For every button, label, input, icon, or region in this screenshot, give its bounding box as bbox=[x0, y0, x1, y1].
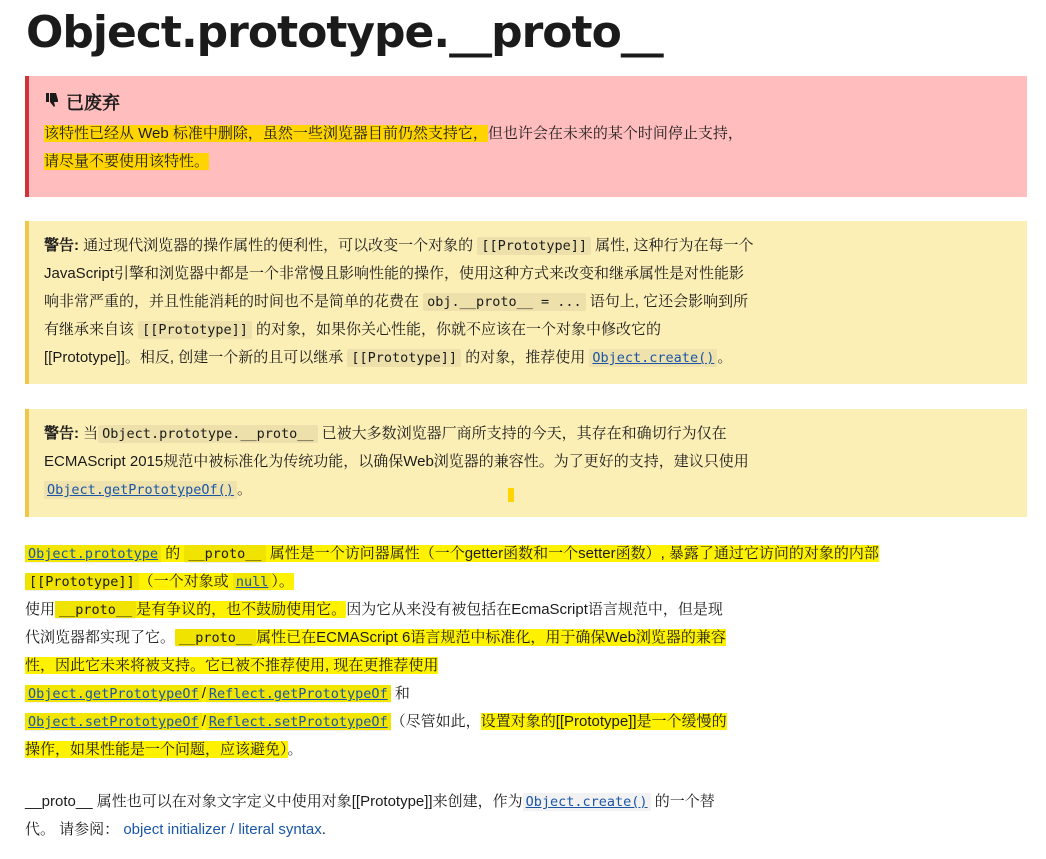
para1-line-6: Object.getPrototypeOf / Reflect.getPrototypeOf 和 bbox=[25, 680, 1025, 708]
para2-line-2: 代。 请参阅： object initializer / literal syntax. bbox=[25, 821, 326, 838]
prototype-code: [[Prototype]] bbox=[477, 237, 591, 255]
text-cursor-highlight bbox=[508, 488, 514, 502]
warning1-line-2: JavaScript引擎和浏览器中都是一个非常慢且影响性能的操作，使用这种方式来改变和继承属性是对性能影 bbox=[44, 265, 745, 282]
para1-line-1: Object.prototype 的 __proto__ 属性是一个访问器属性（一个getter函数和一个setter函数）, 暴露了通过它访问的对象的内部 bbox=[25, 540, 1025, 568]
proto-code: __proto__ bbox=[175, 629, 256, 647]
deprecated-line-2: 请尽量不要使用该特性。 bbox=[44, 153, 210, 170]
reflect-set-prototype-of-link[interactable]: Reflect.setPrototypeOf bbox=[206, 713, 391, 731]
para1-line-8: 操作，如果性能是一个问题，应该避免）。 bbox=[25, 741, 303, 758]
warning1-line-4: 有继承来自该 [[Prototype]] 的对象，如果你关心性能，你就不应该在一个对象中修改它的 bbox=[44, 321, 662, 338]
proto-code: __proto__ bbox=[55, 601, 136, 619]
thumbs-down-icon bbox=[44, 88, 60, 118]
object-prototype-link[interactable]: Object.prototype bbox=[25, 545, 161, 563]
deprecated-title-text: 已废弃 bbox=[66, 93, 120, 113]
object-initializer-link[interactable]: object initializer / literal syntax bbox=[123, 821, 322, 838]
page-title: Object.prototype.__proto__ bbox=[26, 7, 663, 58]
set-prototype-of-link[interactable]: Object.setPrototypeOf bbox=[25, 713, 202, 731]
para1-line-2: [[Prototype]] （一个对象或 null ）。 bbox=[25, 568, 1025, 596]
deprecated-notice bbox=[25, 76, 1027, 197]
para1-line-7: Object.setPrototypeOf / Reflect.setPrototypeOf （尽管如此，设置对象的[[Prototype]]是一个缓慢的 bbox=[25, 708, 1025, 736]
warning1-line-1: 警告: 通过现代浏览器的操作属性的便利性，可以改变一个对象的 [[Prototype]] 属性, 这种行为在每一个 bbox=[44, 237, 754, 254]
object-create-link[interactable]: Object.create() bbox=[589, 349, 717, 367]
warning2-line-1: 警告: 当 Object.prototype.__proto__ 已被大多数浏览器厂商所支持的今天，其存在和确切行为仅在 bbox=[44, 425, 727, 442]
warning1-line-5: [[Prototype]]。相反, 创建一个新的且可以继承 [[Prototype]] 的对象，推荐使用 Object.create() 。 bbox=[44, 349, 733, 366]
para2-line-1: __proto__ 属性也可以在对象文字定义中使用对象[[Prototype]]来创建，作为 Object.create() 的一个替 bbox=[25, 793, 715, 810]
prototype-code: [[Prototype]] bbox=[25, 573, 139, 591]
warning2-line-3: Object.getPrototypeOf() 。 bbox=[44, 476, 1027, 504]
proto-code: __proto__ bbox=[184, 545, 265, 563]
null-link[interactable]: null bbox=[233, 573, 272, 591]
deprecated-line-1: 该特性已经从 Web 标准中删除，虽然一些浏览器目前仍然支持它，但也许会在未来的某个时间停止支持， bbox=[44, 125, 743, 142]
para1-line-5: 性，因此它未来将被支持。它已被不推荐使用, 现在更推荐使用 bbox=[25, 657, 439, 674]
warning2-line-2: ECMAScript 2015规范中被标准化为传统功能，以确保Web浏览器的兼容性。为了更好的支持，建议只使用 bbox=[44, 453, 749, 470]
description-paragraph bbox=[25, 540, 1025, 764]
prototype-code: [[Prototype]] bbox=[138, 321, 252, 339]
get-prototype-of-link[interactable]: Object.getPrototypeOf bbox=[25, 685, 202, 703]
proto-property-code: Object.prototype.__proto__ bbox=[98, 425, 317, 443]
obj-proto-code: obj.__proto__ = ... bbox=[423, 293, 585, 311]
standardization-warning bbox=[25, 409, 1027, 517]
literal-syntax-paragraph bbox=[25, 788, 1025, 844]
prototype-code: [[Prototype]] bbox=[347, 349, 461, 367]
para1-line-3: 使用 __proto__ 是有争议的，也不鼓励使用它。因为它从来没有被包括在EcmaScript语言规范中，但是现 bbox=[25, 601, 723, 618]
performance-warning bbox=[25, 221, 1027, 384]
get-prototype-of-link[interactable]: Object.getPrototypeOf() bbox=[44, 481, 237, 499]
deprecated-notice-title bbox=[44, 88, 1027, 118]
warning1-line-3: 响非常严重的，并且性能消耗的时间也不是简单的花费在 obj.__proto__ = ... 语句上, 它还会影响到所 bbox=[44, 293, 749, 310]
reflect-get-prototype-of-link[interactable]: Reflect.getPrototypeOf bbox=[206, 685, 391, 703]
object-create-link[interactable]: Object.create() bbox=[523, 793, 651, 811]
para1-line-4: 代浏览器都实现了它。 __proto__ 属性已在ECMAScript 6语言规范中标准化，用于确保Web浏览器的兼容 bbox=[25, 629, 726, 646]
